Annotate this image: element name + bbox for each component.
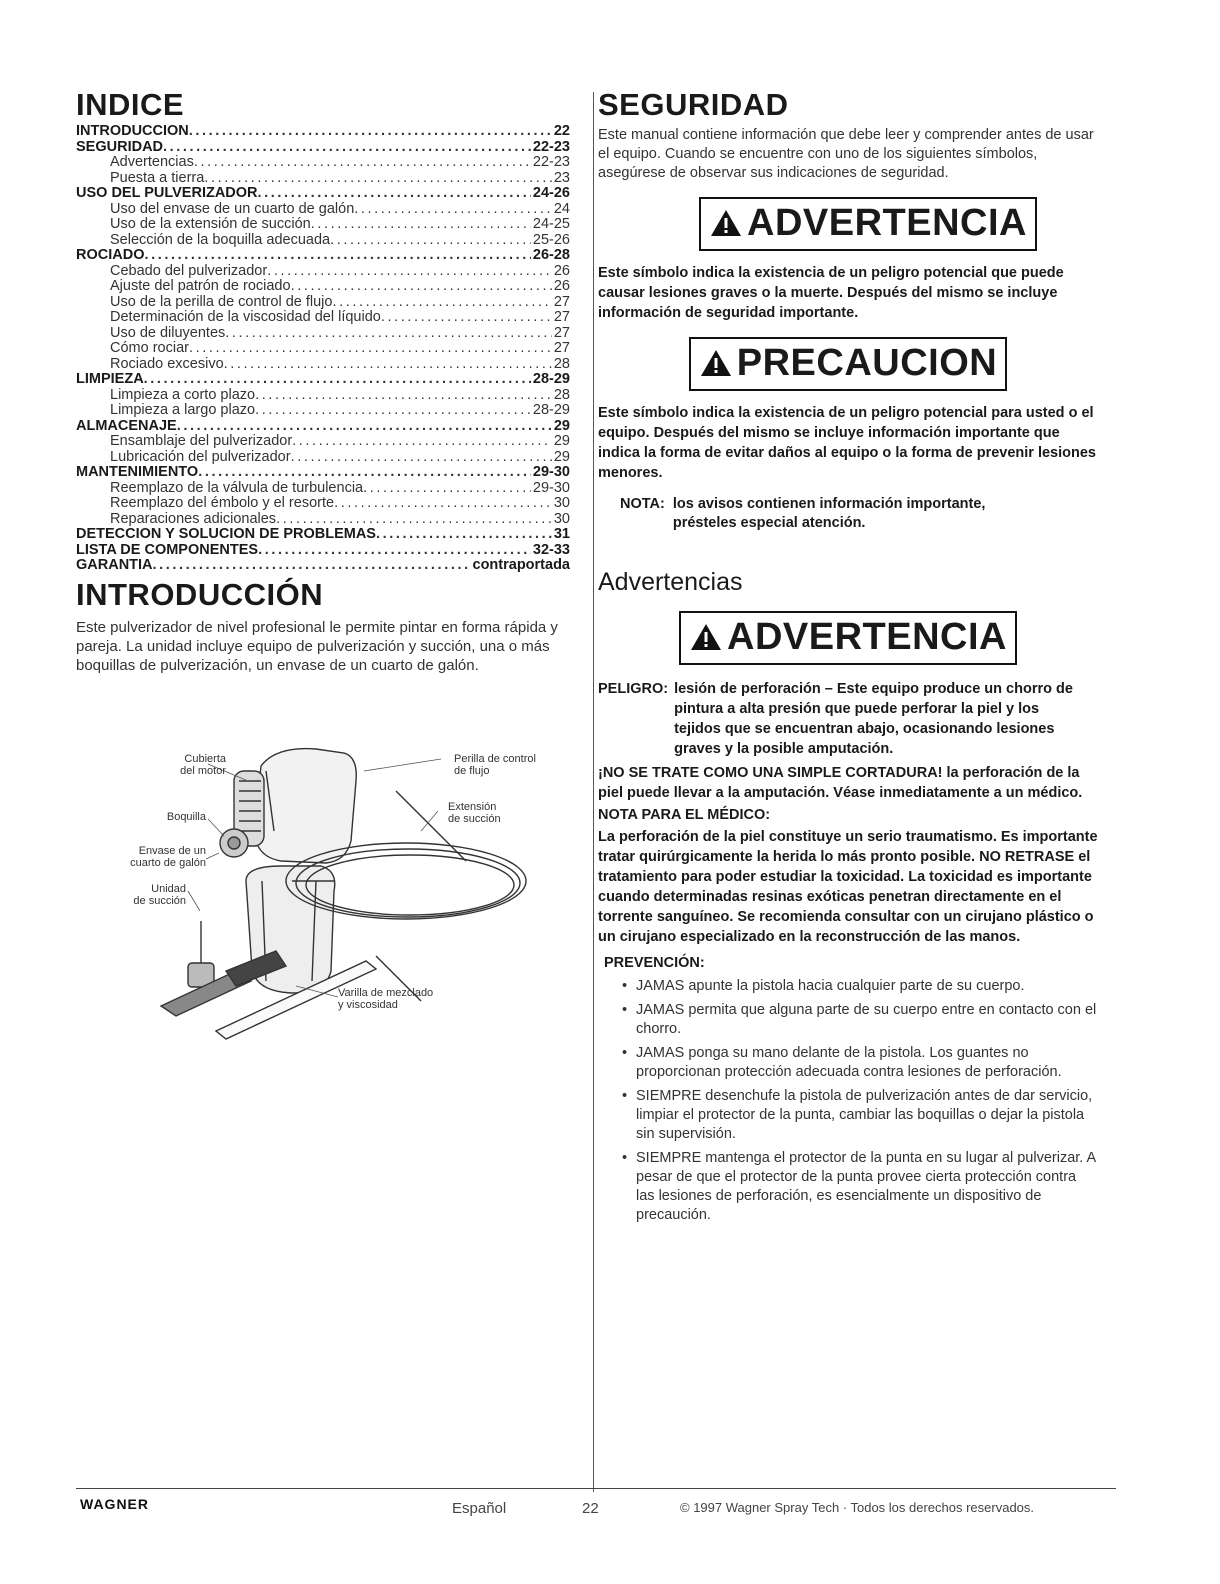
toc-entry-title: ALMACENAJE <box>76 418 177 434</box>
precaucion-box <box>689 337 1007 391</box>
toc-row <box>76 186 570 202</box>
toc-leader <box>258 186 531 202</box>
toc-leader <box>363 481 531 497</box>
toc-entry-title: LISTA DE COMPONENTES <box>76 542 259 558</box>
peligro-block <box>598 679 1098 759</box>
toc-leader <box>144 248 530 264</box>
column-divider <box>593 92 594 1492</box>
toc-entry-page: 27 <box>553 294 570 310</box>
toc-entry-page: 29-30 <box>532 480 570 496</box>
nota-medico-text: La perforación de la piel constituye un serio traumatismo. Es importante tratar quirúrgicamente la herida lo más pronto posible. NO RETRASE el tratamiento para poder estudiar la toxicidad. La toxicidad es importante cuando determinadas resinas exóticas penetran directamente en el torrente sanguíneo. Se recomienda consultar con un cirujano plástico o un cirujano especializado en la reconstrucción de las manos. <box>598 829 1098 945</box>
toc-row <box>76 279 570 295</box>
toc-leader <box>204 171 552 187</box>
toc-leader <box>334 496 552 512</box>
toc-entry-page: 32-33 <box>532 542 570 558</box>
toc-leader <box>267 264 552 280</box>
toc-row <box>76 465 570 481</box>
toc-entry-page: contraportada <box>472 558 570 573</box>
label-flow-knob: Perilla de control de flujo <box>454 752 536 777</box>
toc-entry-page: 26 <box>553 263 570 279</box>
toc-entry-page: 29 <box>553 434 570 449</box>
toc-row <box>76 372 570 388</box>
toc-leader <box>332 295 551 311</box>
toc-entry-title: Rociado excesivo <box>110 356 224 372</box>
intro-body: Este pulverizador de nivel profesional le permite pintar en forma rápida y pareja. La unidad incluye equipo de pulverización y succión, una o más boquillas de pulverización, un envase de un cuarto de galón. <box>76 618 558 674</box>
toc-row <box>76 217 570 233</box>
toc-leader <box>311 217 531 233</box>
toc-entry-title: GARANTÍA <box>76 558 153 573</box>
footer-page-number: 22 <box>582 1500 599 1517</box>
prevencion-item: • JAMAS permita que alguna parte de su cuerpo entre en contacto con el chorro. <box>622 1001 1098 1039</box>
toc-entry-title: Lubricación del pulverizador <box>110 449 291 465</box>
toc-leader <box>354 202 552 218</box>
peligro-label: PELIGRO: <box>598 681 669 697</box>
toc-entry-title: USO DEL PULVERIZADOR <box>76 186 258 201</box>
toc-leader <box>194 155 531 171</box>
toc-row <box>76 264 570 280</box>
toc-entry-page: 26 <box>553 279 570 294</box>
toc-leader <box>376 527 552 543</box>
toc-leader <box>292 434 552 450</box>
toc-row <box>76 310 570 326</box>
toc-entry-title: Uso de la perilla de control de flujo <box>110 294 333 310</box>
toc-entry-title: Ensamblaje del pulverizador <box>110 434 293 449</box>
toc-entry-page: 22-23 <box>532 155 570 170</box>
toc-leader <box>276 512 552 528</box>
footer-rule <box>76 1488 1116 1489</box>
toc-row <box>76 171 570 187</box>
toc-row <box>76 248 570 264</box>
toc-entry-page: 29 <box>553 418 570 434</box>
advertencia-box <box>699 197 1037 251</box>
advertencias-box-label: ADVERTENCIA <box>727 616 1007 658</box>
toc-entry-title: MANTENIMIENTO <box>76 465 199 480</box>
toc-entry-page: 30 <box>553 496 570 511</box>
toc-entry-title: Reemplazo de la válvula de turbulencia <box>110 480 364 496</box>
toc-entry-title: Uso del envase de un cuarto de galón <box>110 201 355 217</box>
prevencion-item: • JAMAS ponga su mano delante de la pistola. Los guantes no proporcionan protección adecuada contra lesiones de perforación. <box>622 1044 1098 1082</box>
toc-leader <box>224 357 552 373</box>
precaucion-text: Este símbolo indica la existencia de un peligro potencial para usted o el equipo. Después del mismo se incluye información importante que indica la forma de evitar daños al equipo o la forma de prevenir lesiones menores. <box>598 405 1096 481</box>
toc-entry-title: Limpieza a largo plazo <box>110 403 256 418</box>
prevencion-item: • SIEMPRE desenchufe la pistola de pulverización antes de dar servicio, limpiar el protector de la punta, cambiar las boquillas o dejar la pistola sin supervisión. <box>622 1087 1098 1144</box>
toc-entry-title: Uso de diluyentes <box>110 325 226 341</box>
toc-entry-title: Advertencias <box>110 155 194 170</box>
toc-entry-title: DETECCIÓN Y SOLUCIÓN DE PROBLEMAS <box>76 527 376 542</box>
toc-entry-title: Puesta a tierra <box>110 170 205 186</box>
toc-entry-title: Reparaciones adicionales <box>110 511 277 527</box>
toc-entry-title: Limpieza a corto plazo <box>110 387 256 403</box>
table-of-contents <box>76 124 570 574</box>
toc-entry-page: 31 <box>553 527 570 542</box>
nota-medico-label: NOTA PARA EL MÉDICO: <box>598 807 771 823</box>
nota-label: NOTA: <box>620 496 665 512</box>
label-suction-extension: Extensión de succión <box>448 800 501 825</box>
index-title: INDICE <box>76 87 185 122</box>
toc-entry-title: Ajuste del patrón de rociado <box>110 279 291 294</box>
footer-copyright: © 1997 Wagner Spray Tech · Todos los derechos reservados. <box>680 1500 1035 1515</box>
prevencion-list <box>622 977 1098 1225</box>
toc-entry-title: LIMPIEZA <box>76 372 144 387</box>
toc-entry-title: SEGURIDAD <box>76 139 164 155</box>
warning-triangle-icon <box>709 208 743 238</box>
toc-entry-page: 25-26 <box>532 232 570 248</box>
toc-row <box>76 527 570 543</box>
toc-row <box>76 450 570 466</box>
toc-entry-title: Selección de la boquilla adecuada <box>110 232 331 248</box>
toc-leader <box>153 558 471 574</box>
toc-entry-page: 27 <box>553 341 570 356</box>
toc-entry-page: 24-26 <box>532 186 570 201</box>
no-trate-text: ¡NO SE TRATE COMO UNA SIMPLE CORTADURA! la perforación de la piel puede llevar a la amputación. Véase inmediatamente a un médico. <box>598 765 1083 801</box>
toc-entry-title: Cebado del pulverizador <box>110 263 268 279</box>
seguridad-title: SEGURIDAD <box>598 87 789 122</box>
toc-entry-page: 24 <box>553 201 570 217</box>
toc-entry-page: 23 <box>553 170 570 186</box>
toc-entry-page: 27 <box>553 325 570 341</box>
toc-entry-title: Cómo rociar <box>110 341 189 356</box>
toc-entry-page: 22 <box>553 124 570 139</box>
toc-leader <box>189 341 552 357</box>
prevencion-item: • JAMAS apunte la pistola hacia cualquier parte de su cuerpo. <box>622 977 1098 996</box>
toc-row <box>76 403 570 419</box>
footer-language: Español <box>452 1500 507 1517</box>
right-column <box>598 88 1098 1230</box>
nota-text: los avisos contienen información importante, présteles especial atención. <box>672 496 986 531</box>
label-suction-unit: Unidad de succión <box>133 882 186 907</box>
toc-entry-page: 26-28 <box>532 248 570 263</box>
label-motor-cover: Cubierta del motor <box>180 752 226 777</box>
toc-row <box>76 558 570 574</box>
toc-entry-title: Determinación de la viscosidad del líquido <box>110 310 381 325</box>
toc-entry-page: 29-30 <box>532 465 570 480</box>
seguridad-intro: Este manual contiene información que debe leer y comprender antes de usar el equipo. Cuando se encuentre con uno de los siguientes símbolos, asegúrese de observar sus indicaciones de seguridad. <box>598 127 1094 181</box>
toc-entry-page: 30 <box>553 511 570 527</box>
toc-row <box>76 434 570 450</box>
toc-leader <box>291 279 552 295</box>
toc-row <box>76 388 570 404</box>
toc-entry-page: 28 <box>553 356 570 372</box>
toc-entry-title: ROCIADO <box>76 248 145 263</box>
toc-leader <box>163 140 531 156</box>
toc-row <box>76 202 570 218</box>
toc-leader <box>258 543 531 559</box>
toc-entry-page: 22-23 <box>532 139 570 155</box>
toc-leader <box>144 372 531 388</box>
toc-entry-title: Reemplazo del émbolo y el resorte <box>110 496 335 511</box>
toc-entry-page: 28-29 <box>532 372 570 387</box>
precaucion-label: PRECAUCION <box>736 342 998 384</box>
toc-entry-title: Uso de la extensión de succión <box>110 217 311 232</box>
toc-entry-page: 29 <box>553 449 570 465</box>
label-mixing-stick: Varilla de mezclado y viscosidad <box>338 986 434 1011</box>
toc-leader <box>330 233 531 249</box>
toc-leader <box>177 419 552 435</box>
warning-triangle-icon <box>689 622 723 652</box>
toc-row <box>76 357 570 373</box>
left-column <box>76 88 570 1041</box>
toc-entry-title: INTRODUCCIÓN <box>76 124 189 139</box>
toc-leader <box>291 450 552 466</box>
prevencion-label: PREVENCIÓN: <box>604 955 705 971</box>
toc-entry-page: 27 <box>553 310 570 325</box>
nota <box>620 495 1098 533</box>
label-nozzle: Boquilla <box>166 810 206 823</box>
toc-leader <box>255 388 552 404</box>
advertencias-title: Advertencias <box>598 568 743 596</box>
advertencia-label: ADVERTENCIA <box>747 202 1027 244</box>
advertencias-box <box>679 611 1017 665</box>
toc-entry-page: 28-29 <box>532 403 570 418</box>
toc-row <box>76 155 570 171</box>
toc-row <box>76 233 570 249</box>
peligro-text: lesión de perforación – Este equipo produce un chorro de pintura a alta presión que puede perforar la piel y los tejidos que se encuentran abajo, ocasionando lesiones graves y la posible amputación. <box>674 681 1073 757</box>
toc-row <box>76 140 570 156</box>
toc-row <box>76 496 570 512</box>
toc-row <box>76 124 570 140</box>
sprayer-illustration <box>76 731 570 1041</box>
toc-leader <box>189 124 552 140</box>
caution-triangle-icon <box>699 348 733 378</box>
toc-row <box>76 326 570 342</box>
toc-row <box>76 419 570 435</box>
prevencion-item: • SIEMPRE mantenga el protector de la punta en su lugar al pulverizar. A pesar de que el protector de la punta provee cierta protección contra las lesiones de perforación, es esencialmente un dispositivo de precaución. <box>622 1149 1098 1225</box>
intro-title: INTRODUCCIÓN <box>76 576 324 612</box>
toc-row <box>76 341 570 357</box>
toc-row <box>76 512 570 528</box>
toc-entry-page: 28 <box>553 387 570 403</box>
advertencia-text: Este símbolo indica la existencia de un peligro potencial que puede causar lesiones graves o la muerte. Después del mismo se incluye información de seguridad importante. <box>598 265 1064 321</box>
toc-leader <box>198 465 531 481</box>
label-quart-container: Envase de un cuarto de galón <box>130 844 206 869</box>
toc-leader <box>255 403 531 419</box>
toc-entry-page: 24-25 <box>532 217 570 232</box>
toc-row <box>76 295 570 311</box>
toc-leader <box>225 326 552 342</box>
brand-logo: WAGNER <box>80 1496 149 1512</box>
toc-row <box>76 543 570 559</box>
toc-row <box>76 481 570 497</box>
toc-leader <box>381 310 552 326</box>
